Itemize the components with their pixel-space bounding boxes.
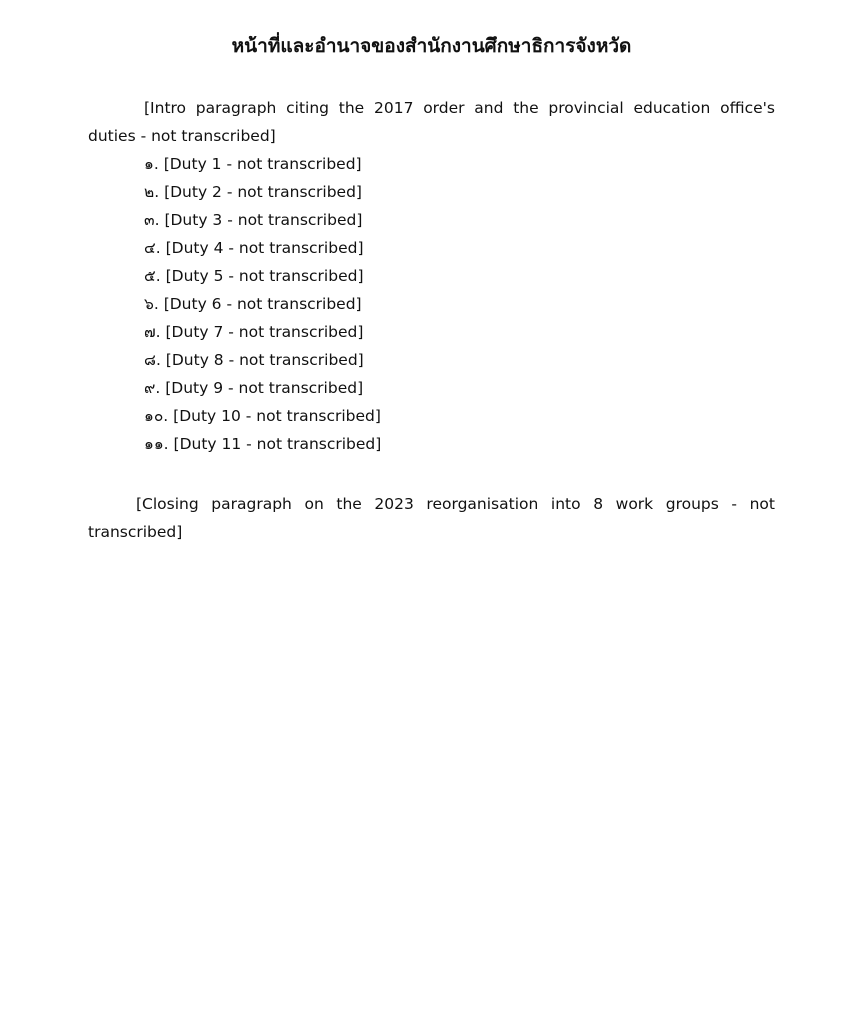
duty-item: ๒. [Duty 2 - not transcribed]	[144, 183, 362, 201]
duty-item: ๓. [Duty 3 - not transcribed]	[144, 211, 363, 229]
duty-item: ๑๐. [Duty 10 - not transcribed]	[144, 407, 381, 425]
document-title: หน้าที่และอำนาจของสำนักงานศึกษาธิการจังหวัด	[231, 35, 632, 57]
closing-paragraph: [Closing paragraph on the 2023 reorganisation into 8 work groups - not transcribed]	[88, 495, 775, 541]
duty-item: ๕. [Duty 5 - not transcribed]	[144, 267, 364, 285]
duty-item: ๑. [Duty 1 - not transcribed]	[144, 155, 362, 173]
intro-paragraph: [Intro paragraph citing the 2017 order and the provincial education office's duties - not transcribed]	[88, 99, 775, 145]
duty-item: ๗. [Duty 7 - not transcribed]	[144, 323, 364, 341]
duty-item: ๑๑. [Duty 11 - not transcribed]	[144, 435, 382, 453]
duty-item: ๖. [Duty 6 - not transcribed]	[144, 295, 362, 313]
duty-item: ๘. [Duty 8 - not transcribed]	[144, 351, 364, 369]
duty-item: ๙. [Duty 9 - not transcribed]	[144, 379, 364, 397]
duties-list	[88, 150, 775, 458]
duty-item: ๔. [Duty 4 - not transcribed]	[144, 239, 364, 257]
